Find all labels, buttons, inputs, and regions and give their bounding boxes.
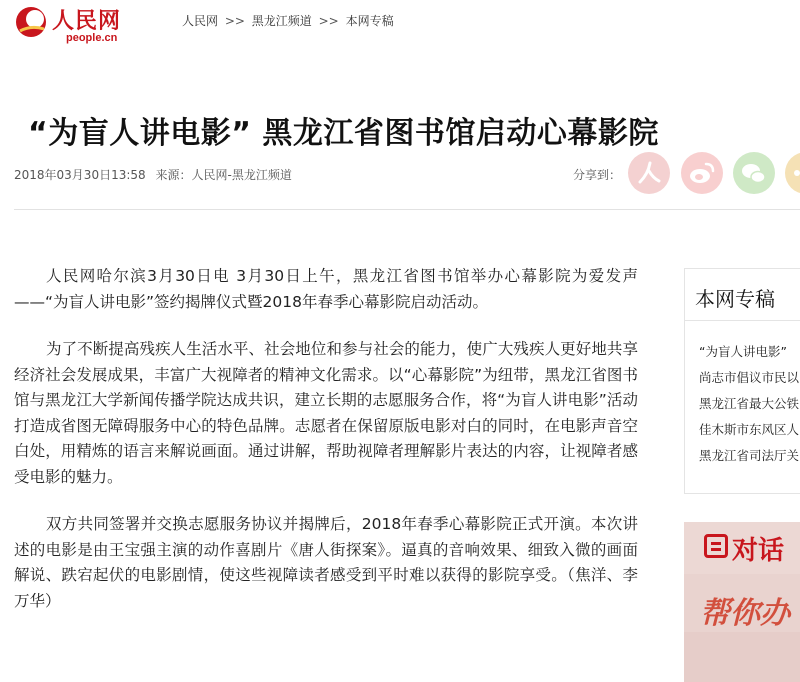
sidebar-list <box>699 339 799 469</box>
article-body <box>14 264 638 636</box>
logo-domain: people.cn <box>66 32 118 44</box>
sidebar-title: 本网专稿 <box>695 287 775 311</box>
sidebar-divider <box>685 320 800 321</box>
article-paragraph: 为了不断提高残疾人生活水平、社会地位和参与社会的能力，使广大残疾人更好地共享经济社会发展成果，丰富广大视障者的精神文化需求。以“心幕影院”为纽带，黑龙江省图书馆与黑龙江大学新闻传播学院达成共识，建立长期的志愿服务合作，将“为盲人讲电影”活动打造成省图无障碍服务中心的特色品牌。志愿者在保留原版电影对白的同时，在电影声音空白处，用精炼的语言来解说画面。通过讲解，帮助视障者理解影片表达的内容，让视障者感受电影的魅力。 <box>14 340 638 486</box>
share-wechat-button[interactable] <box>733 152 775 194</box>
dialog-banner[interactable] <box>684 522 800 682</box>
breadcrumb-separator: >> <box>224 14 245 28</box>
dialog-icon <box>704 534 728 558</box>
banner-title: 对话 <box>732 536 785 566</box>
more-share-icon <box>785 152 800 194</box>
share-label: 分享到： <box>573 168 622 182</box>
breadcrumb-home[interactable]: 人民网 <box>182 14 219 28</box>
weibo-icon <box>681 152 723 194</box>
sidebar-link[interactable]: 尚志市倡议市民以 <box>699 370 800 385</box>
renmin-share-icon <box>628 152 670 194</box>
banner-footer <box>684 632 800 682</box>
article-meta <box>14 166 292 183</box>
share-renmin-button[interactable] <box>628 152 670 194</box>
breadcrumb-separator: >> <box>318 14 339 28</box>
sidebar-link[interactable]: 黑龙江省最大公铁 <box>699 396 800 411</box>
source-label: 来源： <box>155 168 192 182</box>
article-title: “为盲人讲电影” 黑龙江省图书馆启动心幕影院 <box>28 116 659 152</box>
sidebar-link[interactable]: 黑龙江省司法厅关 <box>699 448 800 463</box>
breadcrumb <box>182 12 394 29</box>
article-paragraph: 双方共同签署并交换志愿服务协议并揭牌后，2018年春季心幕影院正式开演。本次讲述的电影是由王宝强主演的动作喜剧片《唐人街探案》。逼真的音响效果、细致入微的画面解说、跌宕起伏的电影剧情，使这些视障读者感受到平时难以获得的影院享受。（焦洋、李万华） <box>14 515 638 610</box>
site-logo[interactable] <box>14 4 134 44</box>
breadcrumb-section[interactable]: 本网专稿 <box>345 14 394 28</box>
banner-subtitle: 帮你办 <box>700 596 790 631</box>
breadcrumb-channel[interactable]: 黑龙江频道 <box>251 14 312 28</box>
sidebar-featured-box <box>684 268 800 494</box>
sidebar-link[interactable]: 佳木斯市东风区人 <box>699 422 800 437</box>
article-paragraph: 人民网哈尔滨3月30日电 3月30日上午，黑龙江省图书馆举办心幕影院为爱发声——“为盲人讲电影”签约揭牌仪式暨2018年春季心幕影院启动活动。 <box>14 267 638 311</box>
header-divider <box>14 209 800 210</box>
share-weibo-button[interactable] <box>681 152 723 194</box>
sidebar-link[interactable]: “为盲人讲电影” <box>699 344 787 359</box>
share-more-button[interactable] <box>785 152 800 194</box>
wechat-icon <box>733 152 775 194</box>
source-link[interactable]: 人民网-黑龙江频道 <box>191 168 292 182</box>
logo-text: 人民网 <box>52 8 122 34</box>
people-logo-icon <box>14 5 48 39</box>
publish-datetime: 2018年03月30日13:58 <box>14 168 146 182</box>
